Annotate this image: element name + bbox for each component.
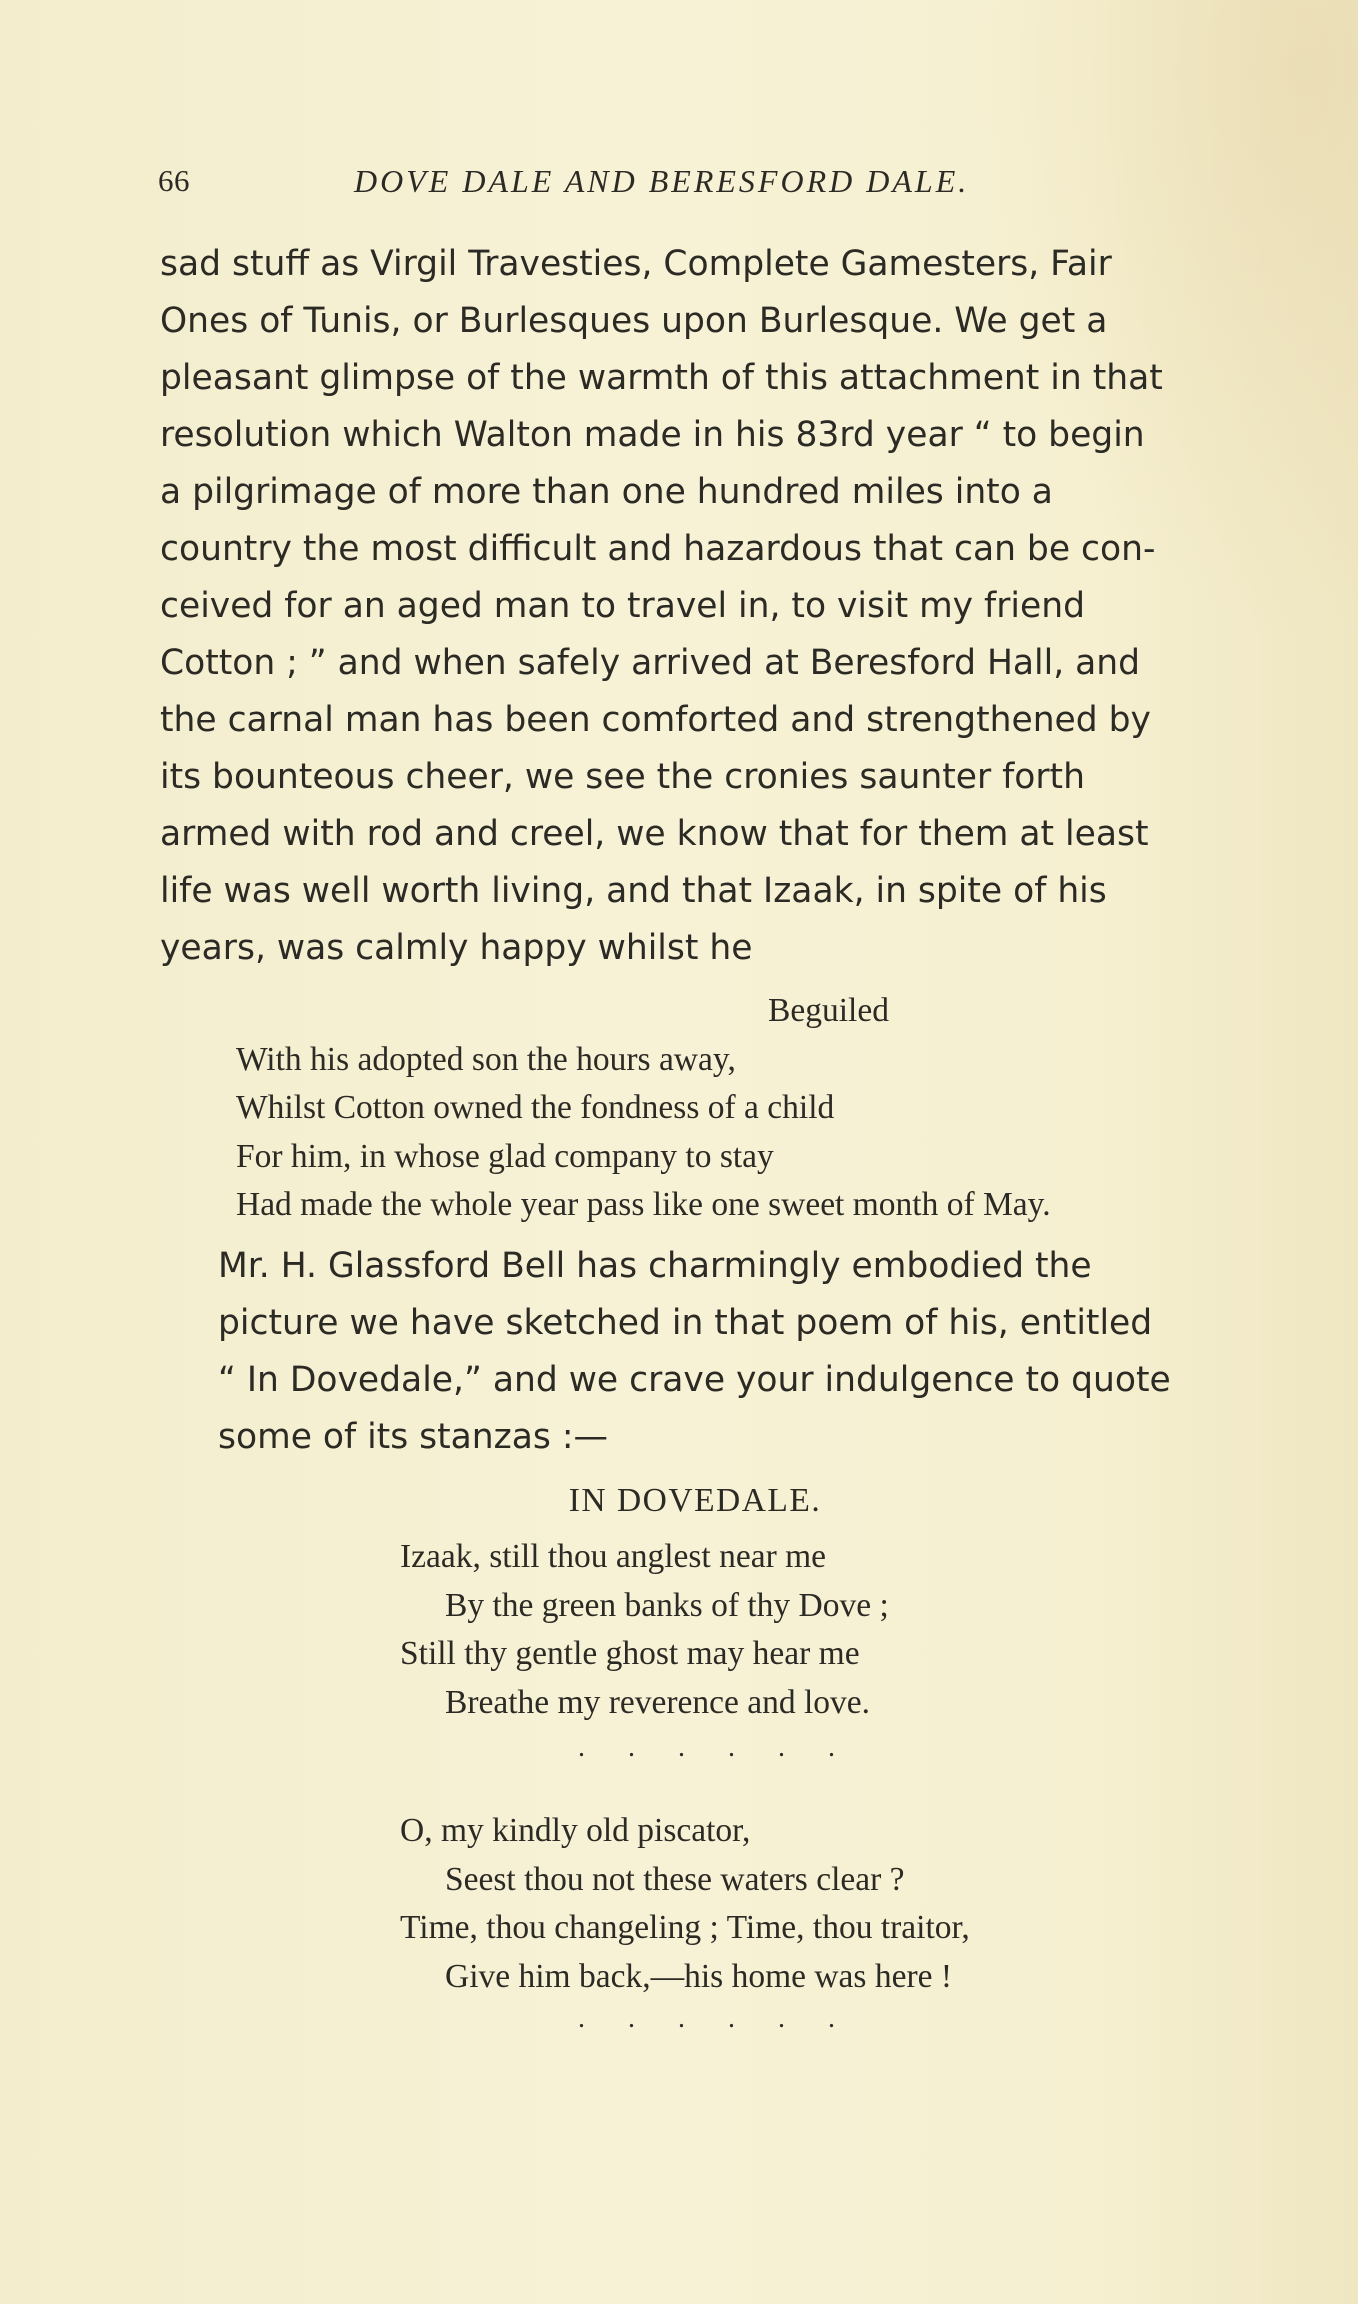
verse-line: Izaak, still thou anglest near me (400, 1538, 827, 1575)
ellipsis-separator: . . . . . . (578, 1732, 853, 1763)
text-line: the carnal man has been comforted and strengthened by (160, 700, 1151, 740)
paragraph-one (160, 236, 1256, 977)
poem-title: IN DOVEDALE. (568, 1482, 822, 1519)
poem-stanza-one (400, 1533, 889, 1727)
paragraph-two (160, 1238, 1256, 1466)
text-line: country the most difficult and hazardous that can be con- (160, 529, 1156, 569)
verse-line: Give him back,—his home was here ! (445, 1957, 953, 1995)
text-line: “ In Dovedale,” and we crave your indulgence to quote (218, 1360, 1171, 1400)
verse-line: For him, in whose glad company to stay (236, 1137, 774, 1175)
verse-line: By the green banks of thy Dove ; (445, 1586, 889, 1624)
poem-stanza-two (400, 1807, 970, 2001)
verse-line: Breathe my reverence and love. (445, 1683, 871, 1721)
ellipsis-separator: . . . . . . (578, 2003, 853, 2034)
text-line: some of its stanzas :— (218, 1417, 608, 1457)
running-header (158, 163, 1218, 207)
text-line: years, was calmly happy whilst he (160, 928, 753, 968)
text-line: armed with rod and creel, we know that for them at least (160, 814, 1149, 854)
text-line: sad stuff as Virgil Travesties, Complete Gamesters, Fair (160, 244, 1112, 284)
text-line: Cotton ; ” and when safely arrived at Beresford Hall, and (160, 643, 1141, 683)
text-line: its bounteous cheer, we see the cronies saunter forth (160, 757, 1085, 797)
verse-line: With his adopted son the hours away, (236, 1040, 736, 1078)
text-line: picture we have sketched in that poem of his, entitled (218, 1303, 1153, 1343)
text-line: Mr. H. Glassford Bell has charmingly embodied the (218, 1246, 1092, 1286)
text-line: a pilgrimage of more than one hundred miles into a (160, 472, 1053, 512)
verse-line: Time, thou changeling ; Time, thou traitor, (400, 1909, 970, 1946)
text-line: pleasant glimpse of the warmth of this attachment in that (160, 358, 1163, 398)
text-line: life was well worth living, and that Izaak, in spite of his (160, 871, 1107, 911)
text-line: ceived for an aged man to travel in, to visit my friend (160, 586, 1085, 626)
page-number: 66 (158, 163, 190, 198)
verse-line: Beguiled (768, 992, 889, 1029)
running-title: DOVE DALE AND BERESFORD DALE. (354, 163, 970, 199)
verse-line: O, my kindly old piscator, (400, 1812, 751, 1849)
text-line: Ones of Tunis, or Burlesques upon Burlesque. We get a (160, 301, 1108, 341)
quoted-verse (236, 987, 1051, 1230)
verse-line: Had made the whole year pass like one sweet month of May. (236, 1186, 1051, 1223)
verse-line: Still thy gentle ghost may hear me (400, 1635, 860, 1672)
text-line: resolution which Walton made in his 83rd year “ to begin (160, 415, 1145, 455)
verse-line: Seest thou not these waters clear ? (445, 1860, 905, 1898)
verse-line: Whilst Cotton owned the fondness of a child (236, 1089, 835, 1126)
